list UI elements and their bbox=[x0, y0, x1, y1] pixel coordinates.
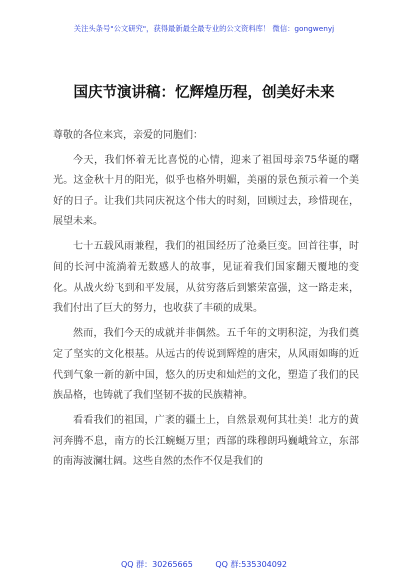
salutation: 尊敬的各位来宾，亲爱的同胞们： bbox=[53, 130, 203, 141]
paragraph: 七十五载风雨兼程，我们的祖国经历了沧桑巨变。回首往事，时间的长河中流淌着无数感人的故事，见证着我们国家翻天覆地的变化。从战火纷飞到和平发展，从贫穷落后到繁荣富强，这一路走来，我们付出了巨大的努力，也收获了丰硕的成果。 bbox=[53, 241, 359, 315]
paragraph: 然而，我们今天的成就并非偶然。五千年的文明积淀，为我们奠定了坚实的文化根基。从远古的传说到辉煌的唐宋，从风雨如晦的近代到气象一新的新中国，悠久的历史和灿烂的文化，塑造了我们的民族品格，也铸就了我们坚韧不拔的民族精神。 bbox=[53, 328, 359, 402]
document-title: 国庆节演讲稿：忆辉煌历程，创美好未来 bbox=[73, 84, 335, 101]
paragraph: 今天，我们怀着无比喜悦的心情，迎来了祖国母亲75华诞的曙光。这金秋十月的阳光，似乎也格外明媚，美丽的景色预示着一个美好的日子。让我们共同庆祝这个伟大的时刻，回顾过去，珍惜现在，展望未来。 bbox=[53, 154, 359, 228]
footer bbox=[0, 559, 408, 570]
footer-qq-group-2: QQ 群:535304092 bbox=[215, 560, 288, 569]
paragraph: 看看我们的祖国，广袤的疆土上，自然景观何其壮美！北方的黄河奔腾不息，南方的长江蜿蜒万里；西部的珠穆朗玛巍峨耸立，东部的南海波澜壮阔。这些自然的杰作不仅是我们的 bbox=[53, 415, 359, 468]
footer-qq-group-1: QQ 群：30265665 bbox=[120, 560, 193, 569]
promo-header: 关注头条号"公文研究"，获得最新最全最专业的公文资料库！ 微信：gongwenyj bbox=[73, 24, 335, 33]
document-body bbox=[53, 126, 359, 478]
